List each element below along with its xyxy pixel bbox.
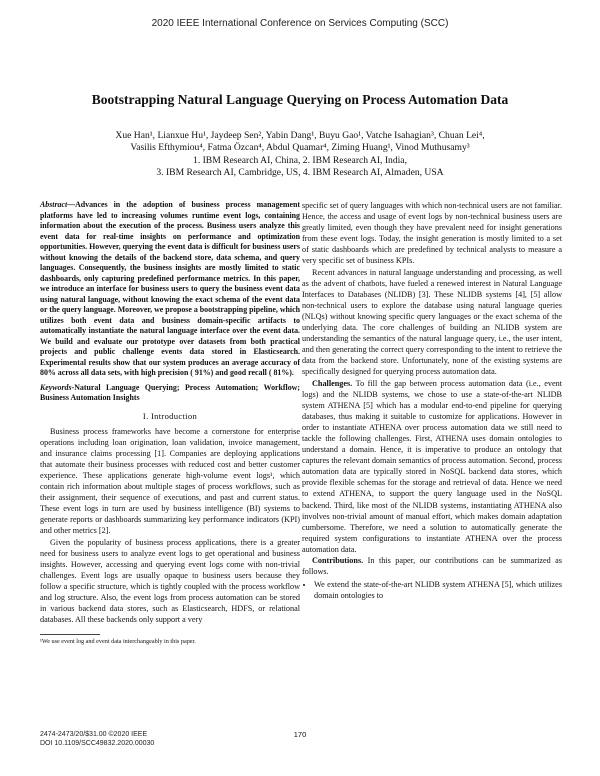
right-paragraph-1: specific set of query languages with which non-technical users are not familiar. Hence, the access and usage of event logs by non-technical business users are greatly limited, even though they have prevalent need for insight generations from these event logs. Today, the insight generation is mostly limited to a set of static dashboards which are predefined by technical analysts to measure a very specific set of business KPIs.	[302, 201, 562, 266]
author-block	[70, 130, 530, 180]
footnote: ¹We use event log and event data interchangeably in this paper.	[40, 638, 196, 646]
abstract	[40, 200, 300, 379]
list-item: • We extend the state-of-the-art NLIDB system ATHENA [5], which utilizes domain ontologies to	[314, 579, 562, 601]
conference-header: 2020 IEEE International Conference on Services Computing (SCC)	[151, 18, 449, 29]
challenges-text: To fill the gap between process automation data (i.e., event logs) and the NLIDB systems, we chose to use a state-of-the-art NLIDB system ATHENA [5] which has a modular end-to-end pipeline for querying databases, thus making it suitable to customize for applications. However in order to instantiate ATHENA over process automation data we still need to tackle the following challenges. First, ATHENA uses domain ontologies to understand a domain. Hence, it is imperative to produce an ontology that captures the relevant domain semantics of process automation. Second, process automation data are typically stored in NoSQL backend data stores, which provide flexible schemas for the storage and retrieval of data. Hence we need to extend ATHENA, to support the query language used in the NoSQL backend. Third, like most of the NLIDB systems, instantiating ATHENA also involves non-trivial amount of manual effort, which makes domain adaptation cumbersome. Therefore, we need a solution to automatically generate the required system configurations to instantiate ATHENA over the process automation data.	[302, 378, 562, 554]
intro-paragraph-2: Given the popularity of business process applications, there is a greater need for business users to analyze event logs to get operational and business insights. However, accessing and querying event logs come with non-trivial challenges. Event logs are usually opaque to business users because they follow a specific structure, which is tightly coupled with the process workflow and log structure. Also, the event logs from process automation can be stored in various backend data stores, such as Elasticsearch, HDFS, or relational databases. All these backends only support a very	[40, 537, 300, 625]
affiliation-line-2: 3. IBM Research AI, Cambridge, US, 4. IBM Research AI, Almaden, USA	[156, 167, 444, 179]
keywords-label: Keywords	[40, 382, 72, 392]
abstract-label: Abstract	[40, 200, 68, 209]
authors-line-2: Vasilis Efthymiou⁴, Fatma Özcan⁴, Abdul Quamar⁴, Ziming Huang¹, Vinod Muthusamy³	[130, 142, 470, 154]
authors-line-1: Xue Han¹, Lianxue Hu¹, Jaydeep Sen², Yabin Dang¹, Buyu Gao¹, Vatche Isahagian³, Chuan Lei⁴,	[115, 130, 485, 141]
affiliation-line-1: 1. IBM Research AI, China, 2. IBM Research AI, India,	[193, 154, 407, 166]
keywords	[40, 383, 300, 404]
page-number: 170	[293, 730, 307, 739]
challenges-label: Challenges.	[312, 378, 353, 388]
left-column	[40, 200, 300, 646]
section-heading-introduction: I. Introduction	[142, 410, 198, 421]
contributions-label: Contributions.	[312, 556, 364, 565]
right-paragraph-2: Recent advances in natural language understanding and processing, as well as the advent of chatbots, have fueled a renewed interest in Natural Language Interfaces to Databases (NLIDB) [3]. These NLIDB systems [4], [5] allow non-technical users to explore the database using natural language queries (NLQs) without knowing specific query languages or the exact schema of the underlying data. The core challenges of building an NLIDB system are understanding the semantics of the natural language query, i.e., the user intent, and then generating the correct query corresponding to the intent to retrieve the data from the backend store. Unfortunately, none of the existing systems are specifically designed for querying process automation data.	[302, 267, 562, 377]
intro-paragraph-1: Business process frameworks have become a cornerstone for enterprise operations including loan origination, loan validation, invoice management, and insurance claims processing [1]. Companies are deploying applications that automate their business processes with reduced cost and better customer experience. These applications generate high-volume event logs¹, which contain rich information about multiple stages of process workflows, such as their assignment, their sequence of executions, and past and current status. These event logs in turn are used by business intelligence (BI) systems to generate reports or dashboards summarizing key performance indicators (KPI) and other metrics [2].	[40, 426, 300, 536]
contributions-text: In this paper, our contributions can be summarized as follows.	[302, 556, 562, 577]
paper-title: Bootstrapping Natural Language Querying on Process Automation Data	[91, 92, 509, 107]
right-column	[302, 200, 562, 601]
contributions-list	[302, 579, 562, 601]
footer-doi: DOI 10.1109/SCC49832.2020.00030	[40, 740, 155, 747]
challenges-paragraph	[302, 378, 562, 556]
keywords-text: -Natural Language Querying; Process Automation; Workflow; Business Automation Insights	[40, 382, 300, 402]
contributions-paragraph	[302, 555, 562, 577]
abstract-text: —Advances in the adoption of business process management platforms have led to increasing volumes runtime event logs, containing information about the execution of the process. Business users analyze this event data for real-time insights on performance and optimization opportunities. However, querying the event data is difficult for business users without knowing the details of the backend store, data schema, and query languages. Consequently, the business insights are mostly limited to static dashboards, only capturing predefined performance metrics. In this paper, we introduce an interface for business users to query the business event data using natural language, without knowing the exact schema of the event data or the query language. Moreover, we propose a bootstrapping pipeline, which utilizes both event data and business domain-specific artifacts to automatically instantiate the natural language interface over the event data. We build and evaluate our prototype over datasets from both practical projects and public challenge events data stored in Elasticsearch. Experimental results show that our system produces an average accuracy of 80% across all data sets, with high precision ( 91%) and good recall ( 81%).	[40, 200, 300, 377]
footer-isbn: 2474-2473/20/$31.00 ©2020 IEEE	[40, 731, 148, 738]
footnote-divider	[40, 634, 100, 635]
